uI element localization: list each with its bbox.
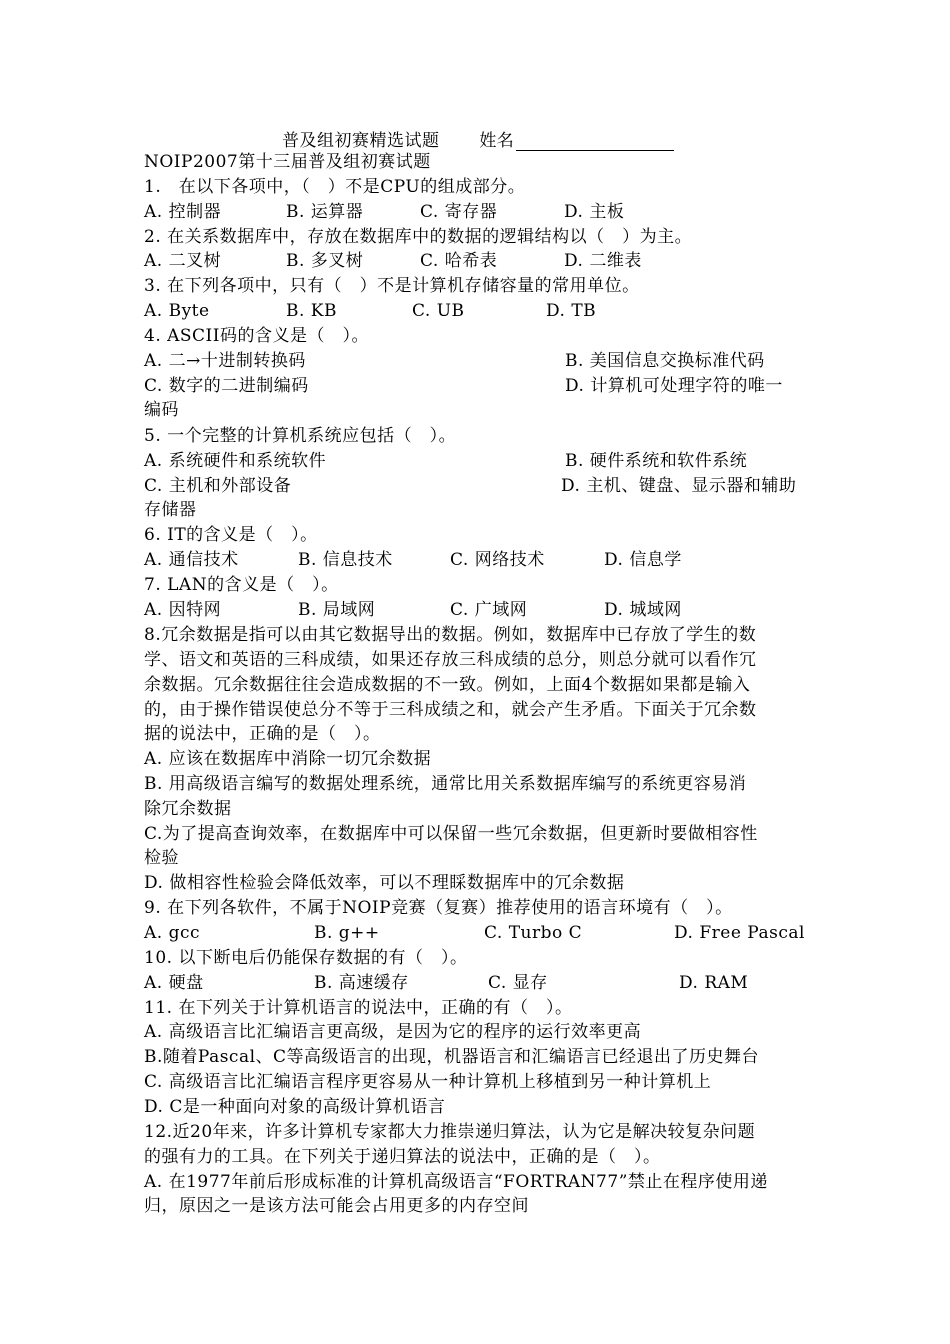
exam-subtitle: NOIP2007第十三届普及组初赛试题: [144, 152, 431, 172]
q11-option-d: D. C是一种面向对象的高级计算机语言: [144, 1097, 446, 1117]
q8-option-c: C.为了提高查询效率，在数据库中可以保留一些冗余数据，但更新时要做相容性: [144, 824, 758, 844]
q7-option-a: A. 因特网: [144, 600, 222, 620]
q2-option-c: C. 哈希表: [420, 251, 498, 271]
q8-stem-line: 的，由于操作错误使总分不等于三科成绩之和，就会产生矛盾。下面关于冗余数: [144, 700, 757, 720]
q5-option-d: D. 主机、键盘、显示器和辅助: [561, 476, 797, 496]
q2-option-d: D. 二维表: [564, 251, 642, 271]
q8-stem-line: 据的说法中，正确的是（ ）。: [144, 724, 381, 744]
q11-option-b: B.随着Pascal、C等高级语言的出现，机器语言和汇编语言已经退出了历史舞台: [144, 1047, 760, 1067]
q3-option-d: D. TB: [546, 301, 597, 321]
q5-option-c: C. 主机和外部设备: [144, 476, 292, 496]
q1-option-b: B. 运算器: [286, 202, 364, 222]
q1-option-d: D. 主板: [564, 202, 625, 222]
q12-option-a: A. 在1977年前后形成标准的计算机高级语言“FORTRAN77”禁止在程序使用递: [144, 1172, 768, 1192]
q9-option-c: C. Turbo C: [484, 923, 583, 943]
q12-option-a-cont: 归，原因之一是该方法可能会占用更多的内存空间: [144, 1196, 529, 1216]
q12-stem-line: 的强有力的工具。在下列关于递归算法的说法中，正确的是（ ）。: [144, 1147, 661, 1167]
q7-stem: 7. LAN的含义是（ ）。: [144, 575, 339, 595]
q7-option-c: C. 广域网: [450, 600, 528, 620]
q9-option-a: A. gcc: [144, 923, 201, 943]
page-title: [282, 126, 674, 151]
q2-stem: 2. 在关系数据库中，存放在数据库中的数据的逻辑结构以（ ）为主。: [144, 227, 693, 247]
q5-option-d-cont: 存储器: [144, 500, 197, 520]
q8-option-d: D. 做相容性检验会降低效率，可以不理睬数据库中的冗余数据: [144, 873, 625, 893]
q1-option-a: A. 控制器: [144, 202, 222, 222]
q10-stem: 10. 以下断电后仍能保存数据的有（ ）。: [144, 948, 468, 968]
q12-stem-line: 12.近20年来，许多计算机专家都大力推崇递归算法，认为它是解决较复杂问题: [144, 1122, 756, 1142]
q4-stem: 4. ASCII码的含义是（ ）。: [144, 326, 369, 346]
q11-option-c: C. 高级语言比汇编语言程序更容易从一种计算机上移植到另一种计算机上: [144, 1072, 712, 1092]
q10-option-a: A. 硬盘: [144, 973, 204, 993]
q3-option-c: C. UB: [412, 301, 465, 321]
q6-stem: 6. IT的含义是（ ）。: [144, 525, 318, 545]
q10-option-d: D. RAM: [679, 973, 749, 993]
q1-option-c: C. 寄存器: [420, 202, 498, 222]
q3-option-a: A. Byte: [144, 301, 210, 321]
q5-option-a: A. 系统硬件和系统软件: [144, 451, 327, 471]
name-blank-line[interactable]: [516, 132, 674, 151]
q7-option-b: B. 局域网: [298, 600, 376, 620]
q9-option-d: D. Free Pascal: [674, 923, 805, 943]
q7-option-d: D. 城域网: [604, 600, 682, 620]
q6-option-a: A. 通信技术: [144, 550, 239, 570]
exam-title: 普及组初赛精选试题: [282, 131, 440, 151]
q3-option-b: B. KB: [286, 301, 337, 321]
q10-option-b: B. 高速缓存: [314, 973, 409, 993]
q8-option-b-cont: 除冗余数据: [144, 799, 232, 819]
q8-stem-line: 8.冗余数据是指可以由其它数据导出的数据。例如，数据库中已存放了学生的数: [144, 625, 757, 645]
q10-option-c: C. 显存: [488, 973, 548, 993]
name-label: 姓名: [479, 131, 515, 151]
q4-option-b: B. 美国信息交换标准代码: [565, 351, 765, 371]
q9-option-b: B. g++: [314, 923, 380, 943]
q4-option-d: D. 计算机可处理字符的唯一: [565, 376, 783, 396]
q6-option-b: B. 信息技术: [298, 550, 393, 570]
q5-option-b: B. 硬件系统和软件系统: [565, 451, 748, 471]
q2-option-b: B. 多叉树: [286, 251, 364, 271]
q9-stem: 9. 在下列各软件，不属于NOIP竞赛（复赛）推荐使用的语言环境有（ ）。: [144, 898, 733, 918]
q5-stem: 5. 一个完整的计算机系统应包括（ ）。: [144, 426, 457, 446]
q8-stem-line: 余数据。冗余数据往往会造成数据的不一致。例如，上面4个数据如果都是输入: [144, 675, 751, 695]
q2-option-a: A. 二叉树: [144, 251, 222, 271]
q8-option-c-cont: 检验: [144, 848, 179, 868]
q4-option-d-cont: 编码: [144, 400, 179, 420]
q4-option-a: A. 二→十进制转换码: [144, 351, 306, 371]
q3-stem: 3. 在下列各项中，只有（ ）不是计算机存储容量的常用单位。: [144, 276, 640, 296]
q6-option-d: D. 信息学: [604, 550, 682, 570]
q6-option-c: C. 网络技术: [450, 550, 545, 570]
q8-option-a: A. 应该在数据库中消除一切冗余数据: [144, 749, 432, 769]
q1-stem: 1. 在以下各项中，（ ）不是CPU的组成部分。: [144, 177, 526, 197]
q11-stem: 11. 在下列关于计算机语言的说法中，正确的有（ ）。: [144, 998, 573, 1018]
q8-stem-line: 学、语文和英语的三科成绩，如果还存放三科成绩的总分，则总分就可以看作冗: [144, 650, 757, 670]
q4-option-c: C. 数字的二进制编码: [144, 376, 309, 396]
q8-option-b: B. 用高级语言编写的数据处理系统，通常比用关系数据库编写的系统更容易消: [144, 774, 747, 794]
q11-option-a: A. 高级语言比汇编语言更高级，是因为它的程序的运行效率更高: [144, 1022, 642, 1042]
